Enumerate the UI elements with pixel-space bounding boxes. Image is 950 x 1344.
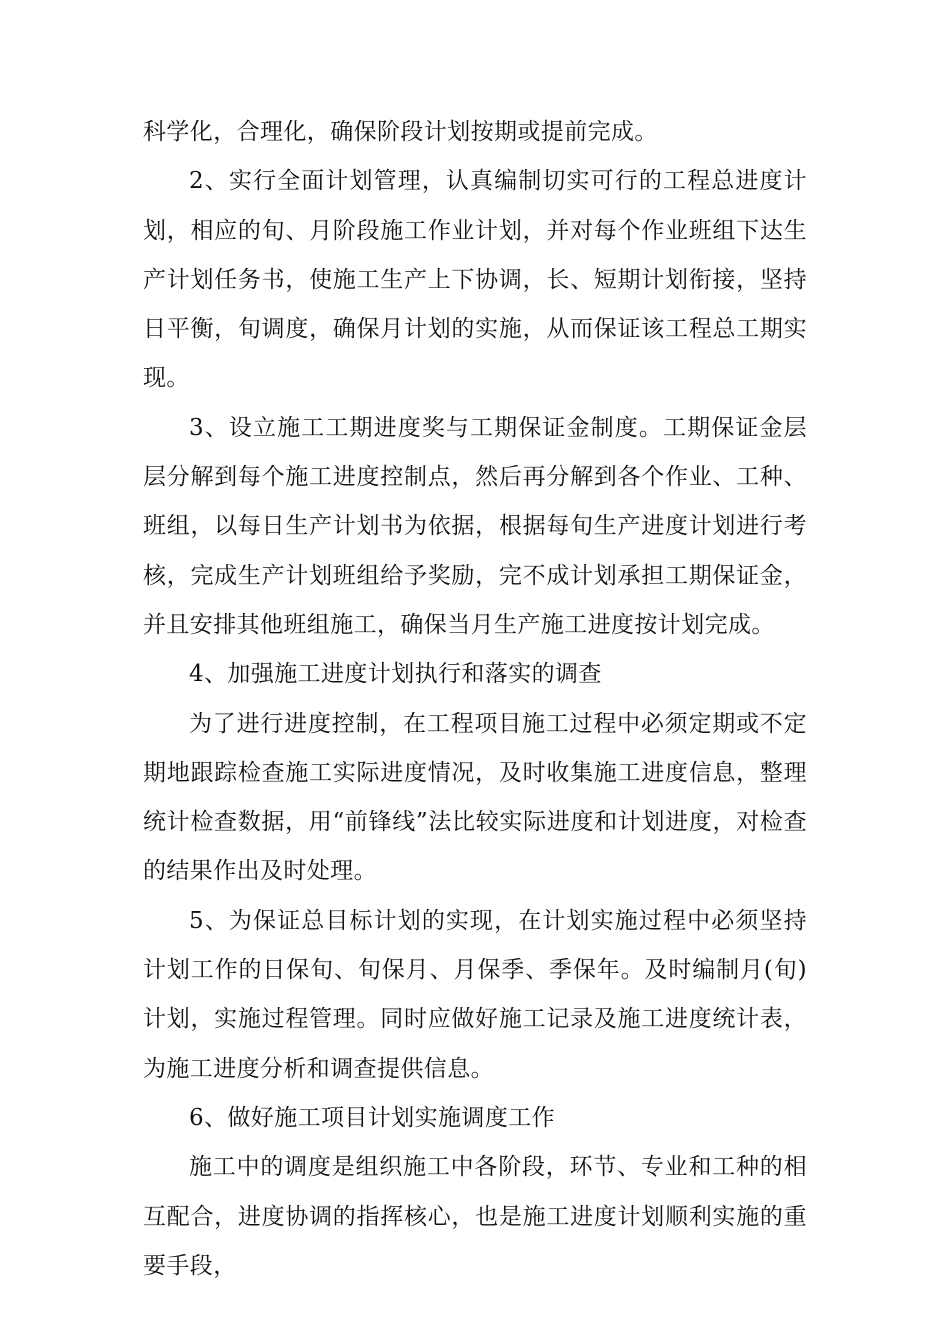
paragraph-scheduling: 施工中的调度是组织施工中各阶段，环节、专业和工种的相互配合，进度协调的指挥核心，也是施工进度计划顺利实施的重要手段， [143, 1154, 807, 1279]
section-heading-4: 4、加强施工进度计划执行和落实的调查 [189, 661, 602, 688]
document-body [143, 108, 807, 1291]
paragraph-progress-control: 为了进行进度控制，在工程项目施工过程中必须定期或不定期地跟踪检查施工实际进度情况，及时收集施工进度信息，整理统计检查数据，用“前锋线”法比较实际进度和计划进度，对检查的结果作出及时处理。 [143, 710, 807, 885]
section-heading-6: 6、做好施工项目计划实施调度工作 [189, 1104, 556, 1131]
paragraph-item-5: 5、为保证总目标计划的实现，在计划实施过程中必须坚持计划工作的日保旬、旬保月、月保季、季保年。及时编制月(旬)计划，实施过程管理。同时应做好施工记录及施工进度统计表，为施工进度分析和调查提供信息。 [143, 907, 807, 1082]
paragraph-continuation: 科学化，合理化，确保阶段计划按期或提前完成。 [143, 119, 658, 145]
paragraph-item-3: 3、设立施工工期进度奖与工期保证金制度。工期保证金层层分解到每个施工进度控制点，然后再分解到各个作业、工种、班组，以每日生产计划书为依据，根据每旬生产进度计划进行考核，完成生产计划班组给予奖励，完不成计划承担工期保证金，并且安排其他班组施工，确保当月生产施工进度按计划完成。 [143, 414, 807, 638]
paragraph-item-2: 2、实行全面计划管理，认真编制切实可行的工程总进度计划，相应的旬、月阶段施工作业计划，并对每个作业班组下达生产计划任务书，使施工生产上下协调，长、短期计划衔接，坚持日平衡，旬调度，确保月计划的实施，从而保证该工程总工期实现。 [143, 168, 807, 392]
